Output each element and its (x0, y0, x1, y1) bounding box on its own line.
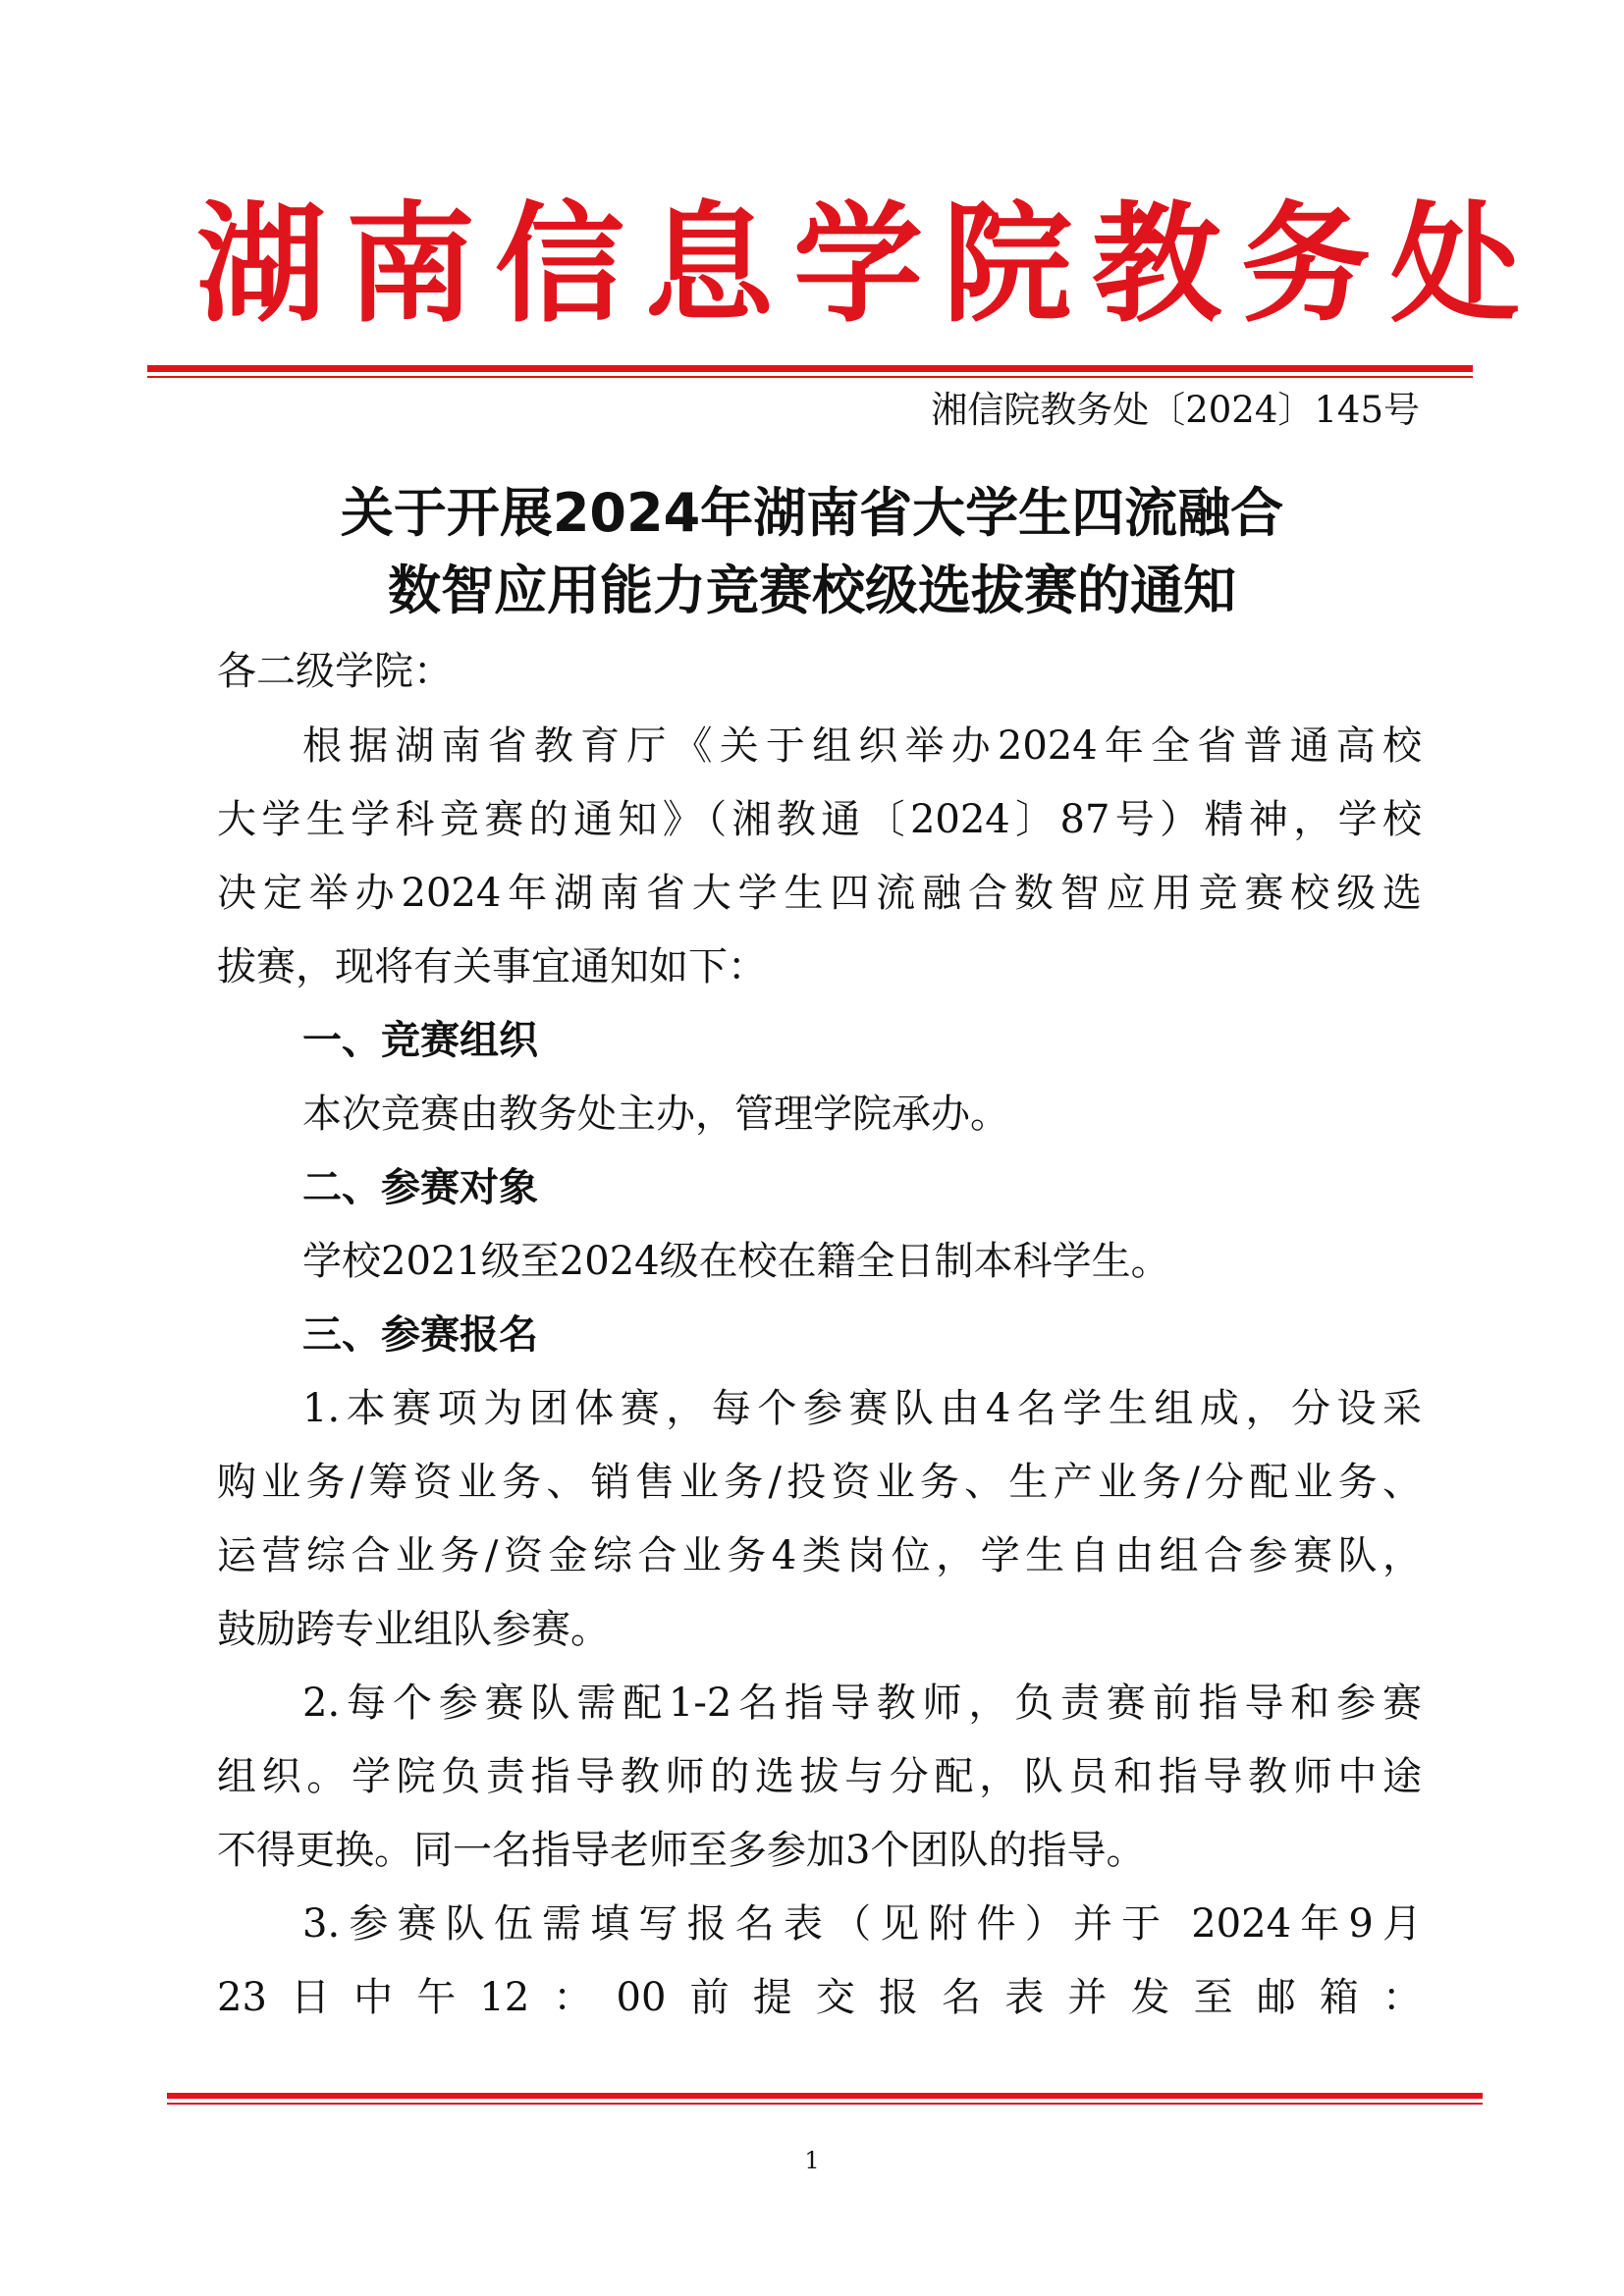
section-heading-2: 二、参赛对象 (302, 1165, 538, 1210)
section-heading-1: 一、竞赛组织 (302, 1018, 538, 1063)
intro-line-4: 拔赛，现将有关事宜通知如下： (217, 944, 767, 989)
salutation: 各二级学院： (217, 649, 453, 694)
footer-divider-thick (167, 2093, 1483, 2099)
item-1-line-4: 鼓励跨专业组队参赛。 (217, 1607, 610, 1652)
item-3-line-2: 23日中午12：00前提交报名表并发至邮箱： (217, 1975, 1422, 2020)
document-number: 湘信院教务处〔2024〕145号 (931, 389, 1420, 431)
intro-line-1: 根据湖南省教育厅《关于组织举办2024年全省普通高校 (302, 723, 1422, 769)
section-heading-3: 三、参赛报名 (302, 1312, 538, 1358)
item-3-line-1: 3.参赛队伍需填写报名表（见附件）并于 2024年9月 (302, 1901, 1422, 1947)
section-body-2: 学校2021级至2024级在校在籍全日制本科学生。 (302, 1239, 1170, 1284)
footer-divider-thin (167, 2103, 1483, 2105)
item-2-line-1: 2.每个参赛队需配1-2名指导教师，负责赛前指导和参赛 (302, 1681, 1422, 1726)
title-line-2: 数智应用能力竞赛校级选拔赛的通知 (388, 560, 1236, 621)
item-2-line-3: 不得更换。同一名指导老师至多参加3个团队的指导。 (217, 1828, 1146, 1873)
header-divider-thick (147, 365, 1473, 372)
intro-line-2: 大学生学科竞赛的通知》（湘教通〔2024〕87号）精神，学校 (217, 797, 1422, 842)
page-number: 1 (804, 2147, 820, 2174)
item-1-line-3: 运营综合业务/资金综合业务4类岗位，学生自由组合参赛队， (217, 1533, 1422, 1578)
intro-line-3: 决定举办2024年湖南省大学生四流融合数智应用竞赛校级选 (217, 871, 1422, 916)
item-2-line-2: 组织。学院负责指导教师的选拔与分配，队员和指导教师中途 (217, 1754, 1422, 1799)
item-1-line-1: 1.本赛项为团体赛，每个参赛队由4名学生组成，分设采 (302, 1386, 1422, 1431)
item-1-line-2: 购业务/筹资业务、销售业务/投资业务、生产业务/分配业务、 (217, 1460, 1422, 1505)
header-divider-thin (147, 376, 1473, 378)
organization-header: 湖南信息学院教务处 (196, 189, 1540, 341)
title-line-1: 关于开展2024年湖南省大学生四流融合 (340, 482, 1284, 544)
section-body-1: 本次竞赛由教务处主办，管理学院承办。 (302, 1092, 1009, 1137)
